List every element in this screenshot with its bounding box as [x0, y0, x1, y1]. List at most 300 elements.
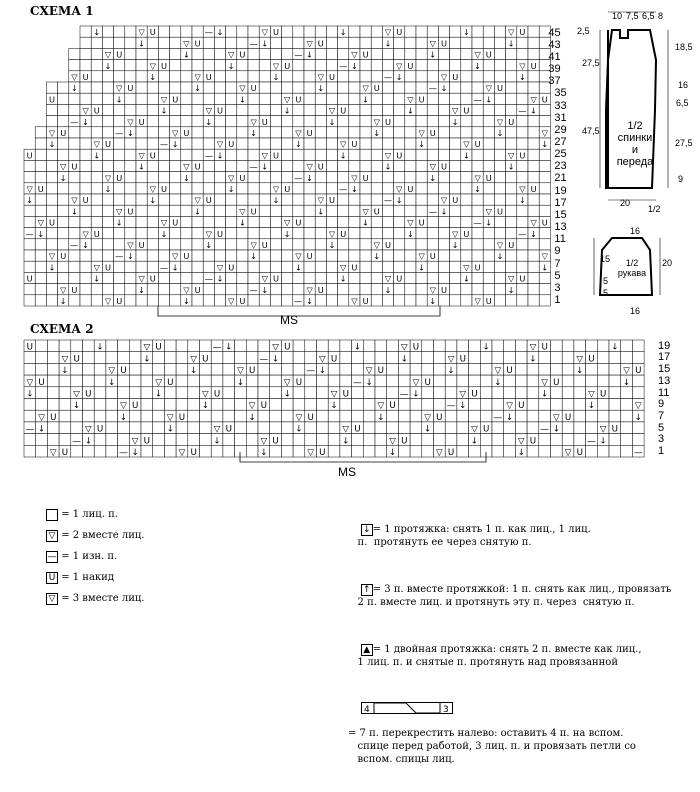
chart-stitch-symbol: ▽	[384, 273, 392, 284]
chart-stitch-symbol: U	[424, 377, 431, 388]
chart-stitch-symbol: ▽	[474, 172, 481, 183]
chart-stitch-symbol: U	[418, 94, 425, 105]
chart-stitch-symbol: U	[116, 172, 123, 183]
chart-stitch-symbol: ▽	[284, 217, 291, 228]
chart-stitch-symbol: ↓	[227, 184, 235, 194]
chart-stitch-symbol: U	[138, 240, 145, 250]
chart-stitch-symbol: ↓	[126, 251, 134, 262]
chart-stitch-symbol: U	[463, 105, 470, 116]
chart-stitch-symbol: ↓	[429, 49, 437, 60]
chart-stitch-symbol: ▽	[250, 240, 257, 250]
chart-stitch-symbol: U	[342, 389, 349, 400]
row-number: 9	[658, 398, 665, 411]
chart-stitch-symbol: ▽	[396, 60, 403, 71]
chart-stitch-symbol: ▽	[317, 195, 324, 206]
chart-stitch-symbol: U	[248, 366, 256, 377]
chart-stitch-symbol: ↓	[541, 139, 549, 150]
chart-stitch-symbol: ▽	[564, 448, 572, 458]
chart-stitch-symbol: ↓	[530, 228, 538, 239]
chart-stitch-symbol: ▽	[228, 172, 235, 183]
chart-stitch-symbol: ↓	[362, 94, 370, 105]
chart-stitch-symbol: ▽	[166, 412, 174, 423]
chart-stitch-symbol: ↓	[362, 217, 370, 228]
chart-stitch-symbol: ▽	[317, 72, 324, 82]
chart-stitch-symbol: ↓	[108, 377, 116, 388]
row-number: 11	[554, 233, 566, 246]
chart-stitch-symbol: ↓	[238, 217, 246, 228]
chart-stitch-symbol: —	[473, 217, 482, 228]
chart-stitch-symbol: ↓	[470, 436, 479, 447]
chart-stitch-symbol: ↓	[451, 116, 459, 127]
row-number: 19	[554, 184, 567, 197]
chart-stitch-symbol: U	[518, 401, 525, 412]
row-number: 15	[554, 208, 567, 221]
dim-left-small: 2,5	[577, 26, 590, 36]
sleeve-dim-4: 5	[603, 288, 609, 298]
chart-stitch-symbol: U	[120, 366, 127, 377]
row-number: 11	[658, 386, 670, 399]
chart-stitch-symbol: ↓	[328, 116, 336, 127]
chart-stitch-symbol: U	[588, 354, 595, 365]
chart-stitch-symbol: U	[396, 27, 403, 38]
chart-stitch-symbol: ↓	[59, 172, 67, 183]
chart-stitch-symbol: U	[485, 49, 492, 60]
sleeve-dim-2: 15	[600, 254, 611, 264]
chart-stitch-symbol: U	[295, 94, 302, 105]
chart-stitch-symbol: U	[635, 366, 642, 377]
chart-stitch-symbol: ▽	[412, 377, 420, 388]
chart-stitch-symbol: —	[294, 49, 303, 60]
chart-stitch-symbol: ↓	[216, 150, 224, 161]
chart-stitch-symbol: ↓	[283, 105, 291, 116]
chart-stitch-symbol: ↓	[485, 217, 493, 228]
row-number: 35	[554, 87, 567, 100]
chart-stitch-symbol: ↓	[294, 262, 302, 273]
chart-stitch-symbol: ▽	[530, 94, 537, 105]
chart-stitch-symbol: U	[329, 195, 335, 206]
chart-stitch-symbol: U	[317, 284, 324, 295]
chart-stitch-symbol: ↓	[48, 139, 56, 150]
chart-stitch-symbol: U	[85, 389, 92, 400]
chart-stitch-symbol: ↓	[317, 83, 325, 94]
legend-yarn-over: U = 1 накид	[46, 571, 306, 584]
chart-stitch-symbol: U	[93, 105, 100, 116]
chart-stitch-symbol: ▽	[194, 195, 201, 206]
chart-stitch-symbol: U	[116, 296, 123, 306]
sleeve-dim-6: 16	[630, 306, 641, 316]
chart-stitch-symbol: ↓	[205, 240, 213, 250]
chart-stitch-symbol: ↓	[73, 401, 81, 412]
chart-stitch-symbol: ↓	[261, 284, 269, 295]
chart-stitch-symbol: U	[541, 342, 548, 353]
chart-stitch-symbol: ▽	[407, 94, 414, 105]
chart-stitch-symbol: ↓	[182, 172, 190, 183]
chart-stitch-symbol: ↓	[131, 448, 139, 458]
chart-stitch-symbol: ▽	[373, 116, 380, 127]
chart-stitch-symbol: —	[25, 424, 35, 435]
chart-stitch-symbol: ↓	[261, 161, 269, 172]
chart-stitch-symbol: U	[553, 377, 560, 388]
chart-stitch-symbol: ▽	[127, 116, 134, 127]
chart-stitch-symbol: U	[239, 49, 246, 60]
chart-stitch-symbol: U	[463, 228, 470, 239]
chart-stitch-symbol: ▽	[93, 139, 100, 150]
chart-stitch-symbol: ↓	[424, 424, 432, 435]
chart-stitch-symbol: ▽	[429, 38, 436, 49]
chart-stitch-symbol: U	[143, 436, 151, 447]
chart-stitch-symbol: U	[497, 83, 503, 94]
chart-stitch-symbol: ▽	[250, 116, 257, 127]
chart-stitch-symbol: U	[155, 342, 162, 353]
chart-stitch-symbol: ▽	[384, 27, 392, 38]
chart-stitch-symbol: ↓	[104, 184, 112, 194]
row-number: 15	[658, 363, 671, 376]
chart-stitch-symbol: —	[518, 105, 527, 116]
scheme1-ms-label: MS	[280, 313, 298, 327]
chart-stitch-symbol: ▽	[429, 161, 436, 172]
scheme1-ms-bracket	[158, 306, 440, 316]
chart-stitch-symbol: U	[60, 251, 67, 262]
row-number: 25	[554, 148, 567, 161]
chart-stitch-symbol: ↓	[353, 342, 362, 353]
chart-stitch-symbol: ▽	[138, 27, 145, 38]
chart-stitch-symbol: ↓	[462, 27, 470, 38]
chart-stitch-symbol: ↓	[283, 389, 291, 400]
chart-stitch-symbol: ↓	[530, 105, 538, 116]
chart-stitch-symbol: —	[159, 139, 169, 150]
row-number: 21	[554, 172, 567, 185]
chart-stitch-symbol: ▽	[295, 251, 302, 262]
chart-stitch-symbol: ↓	[272, 195, 280, 206]
chart-stitch-symbol: U	[329, 72, 335, 82]
chart-stitch-symbol: ▽	[228, 296, 235, 306]
chart-stitch-symbol: U	[441, 161, 447, 172]
chart-stitch-symbol: —	[633, 448, 643, 458]
chart-stitch-symbol: ▽	[26, 377, 34, 388]
chart-stitch-symbol: —	[383, 195, 393, 206]
chart-stitch-symbol: U	[161, 184, 167, 194]
chart-stitch-symbol: U	[37, 184, 44, 194]
chart-stitch-symbol: ↓	[384, 284, 392, 295]
chart-stitch-symbol: ▽	[295, 412, 303, 423]
chart-stitch-symbol: U	[429, 128, 436, 138]
chart-stitch-symbol: ↓	[70, 206, 78, 217]
chart-stitch-symbol: —	[306, 366, 315, 377]
chart-stitch-symbol: ▽	[351, 49, 358, 60]
chart-stitch-symbol: U	[183, 128, 190, 138]
chart-stitch-symbol: ↓	[115, 94, 123, 105]
chart-stitch-symbol: ↓	[342, 436, 350, 447]
row-number: 43	[548, 38, 561, 51]
chart-stitch-symbol: ▽	[284, 94, 291, 105]
chart-stitch-symbol: U	[284, 60, 291, 71]
body-label: 1/2 спинки и переда	[616, 120, 654, 168]
chart-stitch-symbol: U	[261, 240, 268, 250]
chart-stitch-symbol: ↓	[238, 94, 246, 105]
chart-stitch-symbol: ↓	[190, 366, 198, 377]
row-number: 5	[554, 269, 561, 282]
chart-stitch-symbol: ↓	[96, 342, 104, 353]
chart-stitch-symbol: ▽	[474, 49, 481, 60]
chart-stitch-symbol: U	[239, 172, 246, 183]
chart-stitch-symbol: U	[71, 284, 78, 295]
chart-stitch-symbol: ↓	[447, 366, 455, 377]
chart-stitch-symbol: —	[587, 436, 596, 447]
chart-stitch-symbol: ↓	[236, 377, 245, 388]
chart-stitch-symbol: —	[339, 60, 348, 71]
chart-stitch-symbol: U	[131, 401, 139, 412]
chart-stitch-symbol: ↓	[599, 436, 607, 447]
chart-stitch-symbol: ▽	[634, 401, 642, 412]
chart-stitch-symbol: U	[82, 195, 89, 206]
chart-stitch-symbol: U	[217, 105, 223, 116]
row-number: 7	[658, 409, 665, 422]
chart-stitch-symbol: U	[441, 284, 447, 295]
chart-stitch-symbol: —	[72, 436, 81, 447]
chart-stitch-symbol: ↓	[541, 262, 549, 273]
chart-stitch-symbol: ↓	[459, 401, 467, 412]
dim-right-5: 9	[678, 174, 684, 184]
chart-stitch-symbol: ↓	[482, 342, 490, 353]
chart-stitch-symbol: ▽	[260, 436, 268, 447]
chart-stitch-symbol: U	[354, 424, 361, 435]
chart-stitch-symbol: ▽	[328, 228, 336, 239]
chart-stitch-symbol: U	[508, 240, 515, 250]
chart-stitch-symbol: ▽	[541, 128, 548, 138]
chart-stitch-symbol: ▽	[48, 251, 56, 262]
chart-stitch-symbol: ↓	[384, 161, 392, 172]
chart-stitch-symbol: ↓	[406, 105, 414, 116]
chart-stitch-symbol: ↓	[160, 228, 168, 239]
chart-stitch-symbol: —	[540, 424, 549, 435]
chart-stitch-symbol: ↓	[59, 296, 67, 306]
chart-stitch-symbol: ↓	[462, 273, 470, 284]
chart-stitch-symbol: ↓	[182, 49, 190, 60]
chart-stitch-symbol: ↓	[306, 296, 314, 306]
chart-stitch-symbol: U	[213, 389, 221, 400]
chart-stitch-symbol: ▽	[436, 448, 443, 458]
chart-stitch-symbol: ▽	[194, 72, 201, 82]
sk2p-icon: ↑	[361, 584, 373, 596]
svg-text:3: 3	[442, 704, 449, 714]
chart-stitch-symbol: U	[105, 139, 111, 150]
chart-stitch-symbol: U	[389, 401, 396, 412]
chart-stitch-symbol: U	[306, 128, 313, 138]
chart-stitch-symbol: ▽	[216, 139, 224, 150]
chart-stitch-symbol: —	[428, 206, 437, 217]
chart-stitch-symbol: ↓	[82, 116, 90, 127]
chart-stitch-symbol: ▽	[60, 284, 67, 295]
chart-stitch-symbol: ▽	[37, 217, 44, 228]
chart-stitch-symbol: U	[362, 49, 369, 60]
row-number: 37	[548, 75, 561, 88]
chart-stitch-symbol: ↓	[330, 401, 338, 412]
chart-stitch-symbol: U	[149, 273, 156, 284]
chart-stitch-symbol: U	[351, 139, 358, 150]
k3tog-icon: ▽	[46, 593, 58, 605]
chart-stitch-symbol: ↓	[418, 262, 426, 273]
chart-stitch-symbol: U	[362, 172, 369, 183]
chart-stitch-symbol: ↓	[587, 401, 596, 412]
chart-stitch-symbol: ↓	[373, 128, 381, 138]
chart-stitch-symbol: —	[353, 377, 362, 388]
row-number: 17	[658, 351, 671, 364]
chart-stitch-symbol: U	[306, 251, 313, 262]
row-number: 17	[554, 196, 567, 209]
chart-stitch-symbol: ▽	[474, 296, 481, 306]
scheme1-title: СХЕМА 1	[30, 4, 94, 18]
chart-stitch-symbol: ▽	[127, 240, 134, 250]
chart-stitch-symbol: ▽	[496, 240, 504, 250]
chart-stitch-symbol: ↓	[295, 424, 303, 435]
chart-stitch-symbol: ▽	[351, 296, 358, 306]
dim-right-4: 27,5	[675, 138, 693, 148]
chart-stitch-symbol: U	[611, 424, 619, 435]
chart-stitch-symbol: ↓	[529, 354, 537, 365]
chart-stitch-symbol: ▽	[138, 273, 145, 284]
chart-stitch-symbol: U	[49, 94, 55, 105]
chart-stitch-symbol: ▽	[365, 366, 373, 377]
chart-stitch-symbol: ▽	[319, 354, 326, 365]
legend-k3tog: ▽ = 3 вместе лиц.	[46, 592, 306, 605]
chart-stitch-symbol: ↓	[272, 72, 280, 82]
legend-left	[46, 508, 306, 605]
chart-stitch-symbol: U	[401, 436, 408, 447]
legend-sk2p: ↑ = 3 п. вместе протяжкой: 1 п. снять как лиц., провязать 2 п. вместе лиц. и протянуть эту п. через снятую п.	[357, 584, 672, 608]
chart-stitch-symbol: U	[576, 448, 583, 458]
chart-stitch-symbol: ▽	[60, 161, 67, 172]
chart-stitch-symbol: ▽	[623, 366, 630, 377]
chart-stitch-symbol: ↓	[505, 412, 514, 423]
chart-stitch-symbol: U	[194, 161, 201, 172]
chart-stitch-symbol: ▽	[485, 83, 492, 94]
chart-stitch-symbol: U	[295, 377, 303, 388]
chart-stitch-symbol: ↓	[225, 342, 233, 353]
chart-stitch-symbol: ↓	[377, 412, 385, 423]
chart-stitch-symbol: U	[273, 27, 279, 38]
chart-stitch-symbol: ↓	[84, 436, 92, 447]
chart-stitch-symbol: ▽	[396, 184, 403, 194]
chart-stitch-symbol: ↓	[216, 27, 224, 38]
chart-stitch-symbol: ↓	[507, 284, 515, 295]
chart-stitch-symbol: U	[205, 72, 212, 82]
chart-stitch-symbol: ▽	[463, 139, 470, 150]
chart-stitch-symbol: ▽	[389, 436, 396, 447]
chart-stitch-symbol: U	[436, 412, 443, 423]
chart-stitch-symbol: U	[60, 128, 67, 138]
legend-cable: 4 3 = 7 п. перекрестить налево: оставить 4 п. на вспом. спице перед работой, 3 лиц. п. и провязать петли со вспом. спицы лиц.	[348, 688, 693, 792]
chart-stitch-symbol: U	[217, 228, 223, 239]
sleeve-label: 1/2 рукава	[617, 258, 647, 278]
chart-stitch-symbol: ▽	[85, 424, 92, 435]
legend-purl: — = 1 изн. п.	[47, 551, 118, 562]
chart-stitch-symbol: —	[339, 184, 348, 194]
chart-stitch-symbol: ↓	[93, 150, 101, 161]
chart-stitch-symbol: ↓	[518, 72, 526, 82]
chart-stitch-symbol: U	[519, 273, 526, 284]
chart-stitch-symbol: —	[399, 389, 409, 400]
chart-stitch-symbol: ↓	[126, 128, 134, 138]
chart-stitch-symbol: ▽	[384, 150, 392, 161]
chart-stitch-symbol: ▽	[362, 83, 369, 94]
chart-stitch-symbol: ↓	[462, 150, 470, 161]
chart-stitch-symbol: ▽	[261, 273, 268, 284]
chart-stitch-symbol: U	[429, 251, 436, 262]
chart-stitch-symbol: ↓	[61, 366, 69, 377]
chart-stitch-symbol: ↓	[294, 139, 302, 150]
chart-stitch-symbol: —	[249, 161, 258, 172]
chart-stitch-symbol: ↓	[507, 161, 515, 172]
chart-stitch-symbol: U	[377, 366, 385, 377]
chart-stitch-symbol: U	[340, 228, 347, 239]
chart-stitch-symbol: ↓	[48, 262, 56, 273]
chart-stitch-symbol: ↓	[201, 401, 209, 412]
chart-stitch-symbol: ▽	[529, 342, 537, 353]
chart-stitch-symbol: ▽	[530, 217, 537, 228]
chart-stitch-symbol: ▽	[307, 448, 314, 458]
chart-stitch-symbol: ↓	[182, 296, 190, 306]
chart-stitch-symbol: U	[564, 412, 572, 423]
chart-stitch-symbol: ↓	[306, 172, 314, 183]
chart-stitch-symbol: ▽	[517, 436, 525, 447]
chart-stitch-symbol: ↓	[149, 195, 157, 206]
chart-stitch-symbol: ▽	[160, 94, 168, 105]
chart-stitch-symbol: —	[428, 83, 437, 94]
chart-stitch-symbol: U	[385, 116, 391, 127]
chart-stitch-symbol: ▽	[172, 251, 179, 262]
purl-icon: —	[47, 551, 57, 562]
chart-stitch-symbol: ↓	[418, 139, 426, 150]
chart-stitch-symbol: U	[396, 273, 403, 284]
chart-stitch-symbol: ▽	[116, 206, 123, 217]
chart-stitch-symbol: ▽	[576, 354, 584, 365]
chart-stitch-symbol: U	[412, 342, 420, 353]
chart-stitch-symbol: U	[284, 184, 291, 194]
chart-stitch-symbol: U	[49, 217, 55, 228]
chart-stitch-symbol: U	[190, 448, 197, 458]
chart-stitch-symbol: U	[459, 354, 466, 365]
chart-stitch-symbol: U	[474, 262, 481, 273]
chart-stitch-symbol: U	[441, 38, 447, 49]
chart-stitch-symbol: U	[261, 116, 268, 127]
chart-stitch-symbol: U	[351, 262, 358, 273]
chart-stitch-symbol: U	[541, 94, 548, 105]
chart-stitch-symbol: —	[249, 38, 258, 49]
chart-stitch-symbol: ↓	[143, 354, 151, 365]
chart-stitch-symbol: ↓	[216, 273, 224, 284]
chart-stitch-symbol: ▽	[205, 228, 212, 239]
chart-stitch-symbol: U	[228, 262, 235, 273]
chart-stitch-symbol: ▽	[553, 412, 560, 423]
chart-stitch-symbol: U	[541, 217, 548, 228]
chart-stitch-symbol: U	[116, 49, 123, 60]
chart-stitch-symbol: ↓	[194, 83, 202, 94]
chart-stitch-symbol: ↓	[406, 228, 414, 239]
chart-stitch-symbol: —	[115, 251, 124, 262]
chart-stitch-symbol: ▽	[496, 116, 504, 127]
chart-stitch-symbol: ▽	[508, 150, 515, 161]
chart-stitch-symbol: U	[307, 412, 314, 423]
chart-stitch-symbol: ↓	[496, 128, 504, 138]
chart-stitch-symbol: U	[485, 296, 492, 306]
chart-stitch-symbol: ▽	[104, 296, 112, 306]
chart-stitch-symbol: ↓	[160, 105, 168, 116]
chart-stitch-symbol: ↓	[306, 49, 314, 60]
chart-stitch-symbol: U	[506, 366, 513, 377]
skp-icon: ↓	[361, 524, 373, 536]
chart-stitch-symbol: U	[418, 217, 425, 228]
chart-stitch-symbol: ↓	[622, 377, 631, 388]
